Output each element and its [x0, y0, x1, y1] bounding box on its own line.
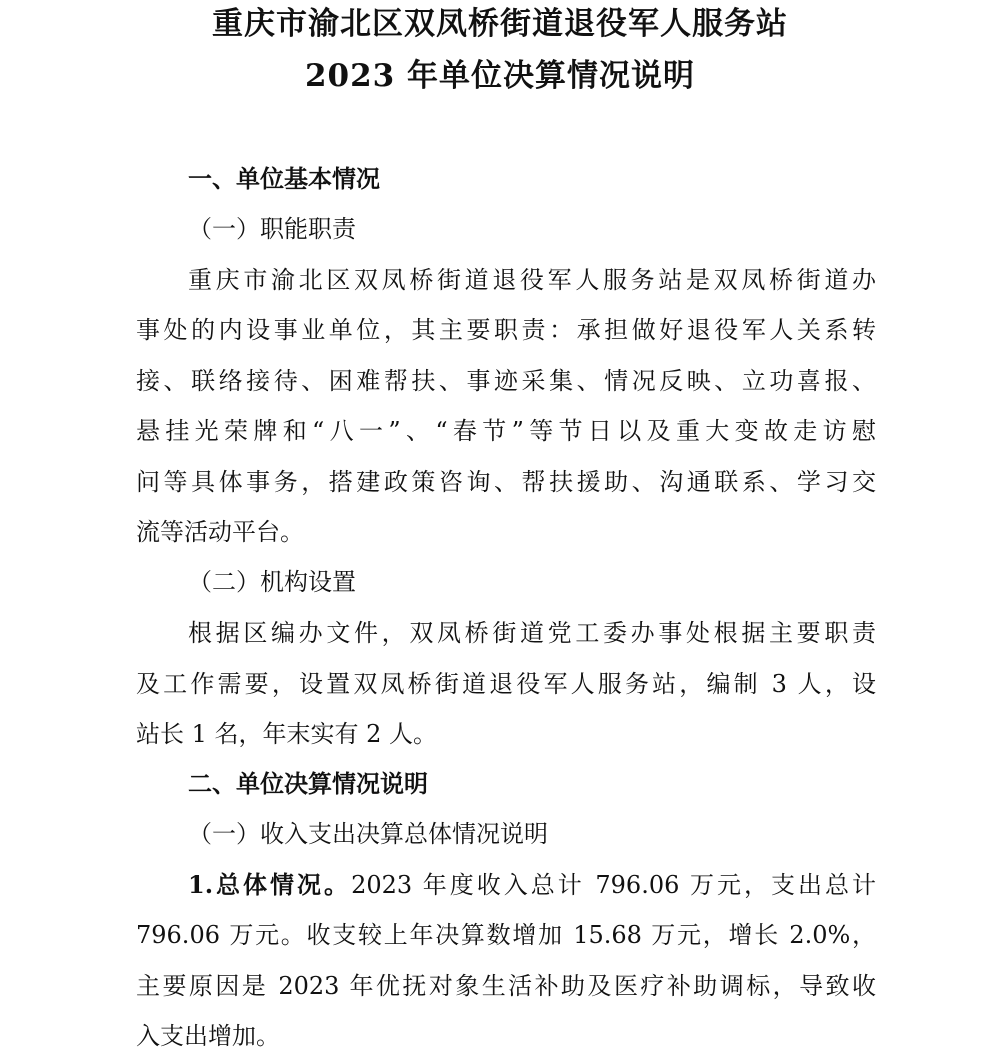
paragraph-line: 及工作需要，设置双凤桥街道退役军人服务站，编制 3 人，设 [136, 670, 876, 698]
paragraph-line: 796.06 万元。收支较上年决算数增加 15.68 万元，增长 2.0%， [136, 921, 876, 949]
paragraph-line: 接、联络接待、困难帮扶、事迹采集、情况反映、立功喜报、 [136, 367, 876, 395]
paragraph-line: 事处的内设事业单位，其主要职责：承担做好退役军人关系转 [136, 316, 876, 344]
paragraph-line: 入支出增加。 [136, 1022, 280, 1050]
document-title-line-1: 重庆市渝北区双凤桥街道退役军人服务站 [212, 6, 788, 42]
document-title-line-2: 2023 年单位决算情况说明 [304, 58, 696, 94]
paragraph-line: 悬挂光荣牌和“八一”、“春节”等节日以及重大变故走访慰 [136, 417, 876, 445]
paragraph-line-with-lead [188, 868, 876, 902]
paragraph-line: 流等活动平台。 [136, 518, 304, 546]
paragraph-line: 主要原因是 2023 年优抚对象生活补助及医疗补助调标，导致收 [136, 972, 876, 1000]
section-heading-basic-info: 一、单位基本情况 [188, 164, 380, 193]
paragraph-line: 站长 1 名，年末实有 2 人。 [136, 720, 438, 748]
paragraph-lead: 1.总体情况。 [188, 870, 352, 899]
paragraph-line: 问等具体事务，搭建政策咨询、帮扶援助、沟通联系、学习交 [136, 468, 876, 496]
paragraph-line: 根据区编办文件，双凤桥街道党工委办事处根据主要职责 [188, 619, 876, 647]
subsection-heading-income-expense: （一）收入支出决算总体情况说明 [188, 820, 548, 848]
subsection-heading-structure: （二）机构设置 [188, 568, 356, 596]
section-heading-final-accounts: 二、单位决算情况说明 [188, 769, 428, 798]
paragraph-line: 重庆市渝北区双凤桥街道退役军人服务站是双凤桥街道办 [188, 266, 876, 294]
paragraph-line-text: 2023 年度收入总计 796.06 万元，支出总计 [351, 871, 876, 899]
subsection-heading-duties: （一）职能职责 [188, 215, 356, 243]
